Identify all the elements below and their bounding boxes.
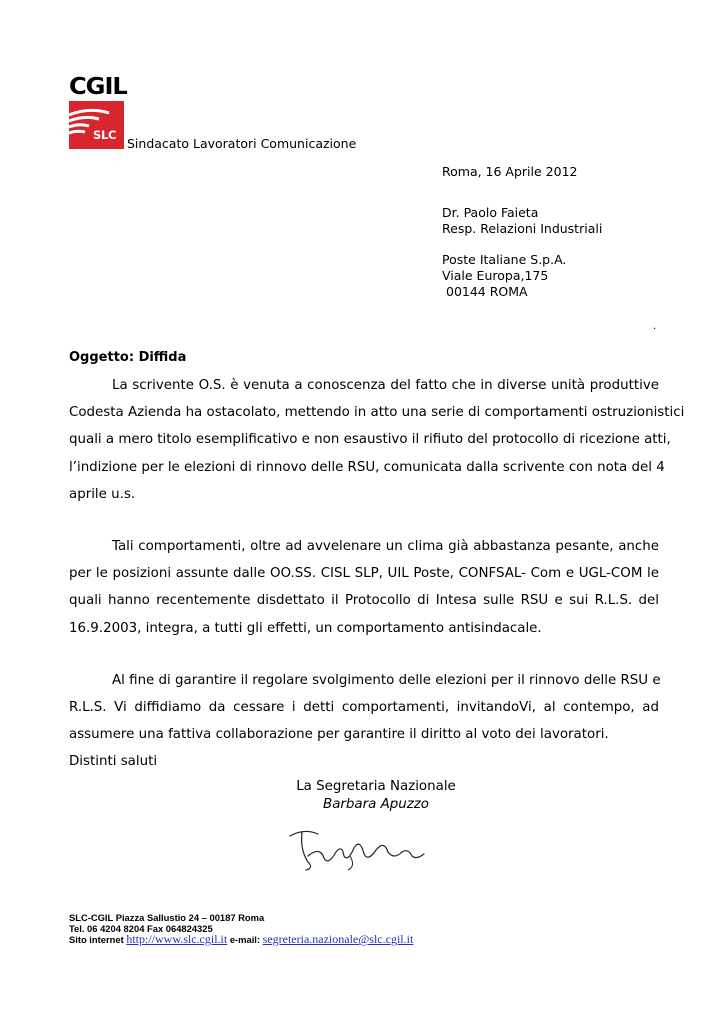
footer-contacts: [69, 934, 413, 945]
paragraph-line: Al fine di garantire il regolare svolgimento delle elezioni per il rinnovo delle RSU e: [112, 673, 661, 688]
handwritten-signature: [284, 826, 436, 872]
paragraph-line: quali hanno recentemente disdettato il Protocollo di Intesa sulle RSU e sui R.L.S. del: [69, 593, 659, 609]
signatory-title: La Segretaria Nazionale: [296, 779, 456, 794]
paragraph-1: [69, 372, 685, 508]
signatory-block: [288, 778, 464, 814]
signatory-name: Barbara Apuzzo: [323, 797, 429, 812]
paragraph-line: La scrivente O.S. è venuta a conoscenza del fatto che in diverse unità produttive: [112, 378, 659, 393]
recipient-name: Dr. Paolo Faieta: [442, 205, 539, 220]
recipient-street: Viale Europa,175: [442, 268, 549, 283]
org-name: Sindacato Lavoratori Comunicazione: [127, 136, 357, 151]
paragraph-line: aprile u.s.: [69, 486, 136, 502]
footer-address: SLC-CGIL Piazza Sallustio 24 – 00187 Roma: [69, 912, 265, 923]
recipient-company: Poste Italiane S.p.A.: [442, 252, 567, 267]
greeting: Distinti saluti: [69, 754, 158, 769]
letter-date: Roma, 16 Aprile 2012: [442, 164, 578, 179]
separator-dot: .: [653, 321, 657, 332]
paragraph-line: l’indizione per le elezioni di rinnovo delle RSU, comunicata dalla scrivente con nota del 4: [69, 459, 665, 475]
paragraph-line: assumere una fattiva collaborazione per garantire il diritto al voto dei lavoratori.: [69, 727, 609, 743]
footer-email-label: e-mail:: [229, 934, 261, 945]
paragraph-3: [69, 667, 659, 749]
website-link[interactable]: http://www.slc.cgil.it: [126, 932, 228, 946]
paragraph-line: Codesta Azienda ha ostacolato, mettendo in atto una serie di comportamenti ostruzionistici: [69, 405, 685, 421]
footer-site-label: Sito internet: [69, 934, 124, 945]
footer-phones: Tel. 06 4204 8204 Fax 064824325: [69, 923, 213, 934]
paragraph-line: Tali comportamenti, oltre ad avvelenare un clima già abbastanza pesante, anche: [112, 539, 659, 554]
cgil-logo-text: CGIL: [69, 74, 127, 100]
slc-logo-label: SLC: [93, 128, 117, 142]
recipient-city: 00144 ROMA: [446, 284, 528, 299]
letter-subject: Oggetto: Diffida: [69, 350, 187, 365]
paragraph-line: R.L.S. Vi diffidiamo da cessare i detti comportamenti, invitandoVi, al contempo, ad: [69, 700, 659, 716]
paragraph-line: quali a mero titolo esemplificativo e non esaustivo il rifiuto del protocollo di ricezione atti,: [69, 432, 671, 448]
recipient-role: Resp. Relazioni Industriali: [442, 221, 603, 236]
paragraph-line: 16.9.2003, integra, a tutti gli effetti, un comportamento antisindacale.: [69, 620, 542, 636]
paragraph-line: per le posizioni assunte dalle OO.SS. CISL SLP, UIL Poste, CONFSAL- Com e UGL-COM le: [69, 566, 659, 582]
email-link[interactable]: segreteria.nazionale@slc.cgil.it: [262, 932, 414, 946]
slc-logo: [69, 101, 124, 149]
paragraph-2: [69, 533, 659, 642]
